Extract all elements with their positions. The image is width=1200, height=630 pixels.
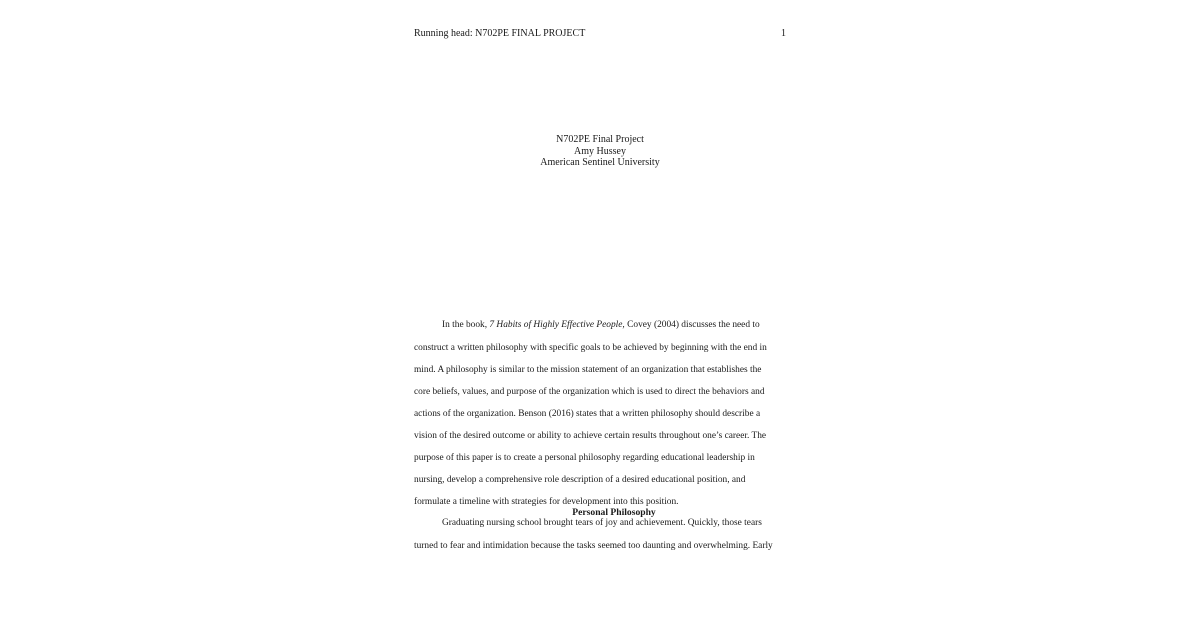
intro-line-7: purpose of this paper is to create a personal philosophy regarding educational leadership in [414,453,755,463]
running-head: Running head: N702PE FINAL PROJECT [414,28,586,39]
intro-text-after: Covey (2004) discusses the need to [624,320,760,330]
intro-line-6: vision of the desired outcome or ability to achieve certain results throughout one’s career. The [414,431,767,441]
intro-line-8: nursing, develop a comprehensive role description of a desired educational position, and [414,475,746,485]
institution-name: American Sentinel University [540,157,660,168]
intro-line-5: actions of the organization. Benson (2016) states that a written philosophy should describe a [414,409,761,419]
intro-line-9: formulate a timeline with strategies for development into this position. [414,497,679,507]
page-number: 1 [781,28,786,39]
author-name: Amy Hussey [574,145,626,157]
intro-text-before: In the book, [442,320,490,330]
intro-line-1 [442,320,760,330]
section-line-2: turned to fear and intimidation because the tasks seemed too daunting and overwhelming. Early [414,541,773,551]
title-block [414,134,786,169]
book-title: 7 Habits of Highly Effective People, [489,320,625,330]
intro-line-3: mind. A philosophy is similar to the mission statement of an organization that establishes the [414,365,762,375]
section-heading: Personal Philosophy [572,507,656,518]
intro-line-4: core beliefs, values, and purpose of the organization which is used to direct the behaviors and [414,387,765,397]
paper-title: N702PE Final Project [556,134,644,145]
intro-line-2: construct a written philosophy with specific goals to be achieved by beginning with the end in [414,343,767,353]
section-line-1: Graduating nursing school brought tears of joy and achievement. Quickly, those tears [442,518,762,528]
